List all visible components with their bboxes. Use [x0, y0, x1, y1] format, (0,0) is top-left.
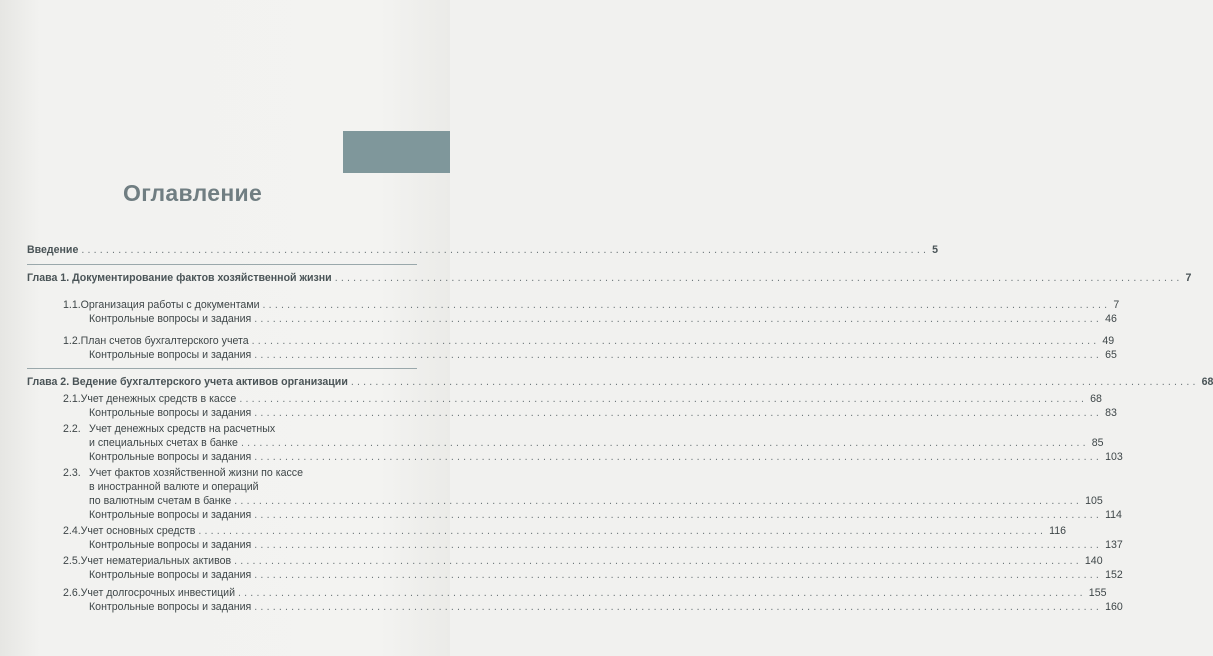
toc-entry-label: и специальных счетах в банке [89, 437, 238, 449]
toc-entry-label: Контрольные вопросы и задания [89, 539, 252, 551]
toc-entry-label: Организация работы с документами [80, 299, 260, 311]
divider [27, 368, 417, 369]
toc-entry-2-1[interactable] [63, 393, 1102, 406]
toc-dot-leader: .......................................................................................................................................... [350, 376, 1199, 388]
toc-page-number: 114 [1105, 509, 1122, 521]
toc-entry-label: Глава 1. Документирование фактов хозяйственной жизни [27, 272, 332, 284]
toc-entry-label: Учет нематериальных активов [80, 555, 232, 567]
toc-entry-label-line: Учет денежных средств на расчетных [89, 423, 276, 435]
toc-page-number: 160 [1105, 601, 1123, 613]
toc-page-number: 5 [932, 244, 939, 256]
toc-entry-2-5[interactable] [63, 555, 1103, 568]
toc-dot-leader: .......................................................................................................................................... [254, 349, 1103, 361]
toc-dot-leader: .......................................................................................................................................... [254, 313, 1103, 325]
toc-dot-leader: .......................................................................................................................................... [240, 437, 1089, 449]
toc-entry-2-3[interactable] [89, 495, 1103, 508]
toc-page-number: 49 [1102, 335, 1115, 347]
page-title: Оглавление [123, 180, 263, 206]
toc-section-number: 2.2. [63, 423, 81, 435]
toc-entry-label: Контрольные вопросы и задания [89, 407, 252, 419]
toc-entry-chapter-1[interactable] [27, 272, 1192, 285]
toc-page-number: 116 [1049, 525, 1066, 537]
toc-entry-1-1[interactable] [63, 299, 1120, 312]
toc-page-number: 85 [1091, 437, 1104, 449]
toc-page-number: 137 [1105, 539, 1123, 551]
toc-page-number: 105 [1085, 495, 1103, 507]
toc-dot-leader: .......................................................................................................................................... [234, 555, 1082, 567]
toc-page-number: 7 [1185, 272, 1192, 284]
toc-section-number: 2.3. [63, 467, 81, 479]
toc-page-number: 152 [1105, 569, 1123, 581]
toc-entry-label: Учет основных средств [80, 525, 196, 537]
toc-dot-leader: .......................................................................................................................................... [254, 569, 1103, 581]
toc-entry-label-line: Учет фактов хозяйственной жизни по кассе [89, 467, 303, 479]
toc-entry-1-2[interactable] [63, 335, 1115, 348]
toc-page-number: 83 [1105, 407, 1117, 419]
toc-section-number: 1.1. [63, 299, 81, 311]
toc-entry-2-6-questions[interactable] [89, 601, 1123, 614]
toc-entry-label: Учет долгосрочных инвестиций [80, 587, 236, 599]
toc-dot-leader: .......................................................................................................................................... [198, 525, 1047, 537]
toc-entry-2-2-questions[interactable] [89, 451, 1123, 464]
toc-entry-1-2-questions[interactable] [89, 349, 1117, 362]
toc-entry-2-3-questions[interactable] [89, 509, 1122, 522]
toc-page-number: 140 [1084, 555, 1103, 567]
toc-entry-2-6[interactable] [63, 587, 1107, 600]
toc-entry-label: План счетов бухгалтерского учета [80, 335, 249, 347]
toc-dot-leader: .......................................................................................................................................... [254, 601, 1103, 613]
toc-entry-1-1-questions[interactable] [89, 313, 1117, 326]
toc-entry-label: Контрольные вопросы и задания [89, 349, 252, 361]
toc-entry-chapter-2[interactable] [27, 376, 1213, 389]
divider [27, 264, 417, 265]
toc-entry-2-3-line-1 [63, 467, 303, 480]
toc-dot-leader: .......................................................................................................................................... [254, 509, 1103, 521]
toc-section-number: 2.6. [63, 587, 81, 599]
toc-section-number: 2.5. [63, 555, 81, 567]
toc-entry-2-5-questions[interactable] [89, 569, 1123, 582]
toc-page-number: 65 [1105, 349, 1117, 361]
toc-page-number: 103 [1105, 451, 1123, 463]
toc-dot-leader: .......................................................................................................................................... [239, 393, 1088, 405]
toc-dot-leader: .......................................................................................................................................... [238, 587, 1086, 599]
toc-entry-2-2-line-1 [63, 423, 275, 436]
toc-entry-label: Контрольные вопросы и задания [89, 313, 252, 325]
toc-section-number: 1.2. [63, 335, 81, 347]
toc-page-number: 68 [1201, 376, 1213, 388]
toc-entry-2-2[interactable] [89, 437, 1104, 450]
toc-entry-2-4-questions[interactable] [89, 539, 1123, 552]
toc-entry-label: Контрольные вопросы и задания [89, 451, 252, 463]
toc-page-number: 68 [1090, 393, 1102, 405]
toc-page-number: 155 [1088, 587, 1107, 599]
toc-entry-label: по валютным счетам в банке [89, 495, 232, 507]
toc-entry-2-1-questions[interactable] [89, 407, 1117, 420]
toc-entry-2-3-line-2: в иностранной валюте и операций [89, 481, 259, 493]
toc-page-number: 46 [1105, 313, 1117, 325]
toc-dot-leader: .......................................................................................................................................... [254, 451, 1103, 463]
toc-dot-leader: .......................................................................................................................................... [262, 299, 1111, 311]
toc-entry-2-4[interactable] [63, 525, 1066, 538]
toc-entry-label: Введение [27, 244, 79, 256]
toc-entry-label: Контрольные вопросы и задания [89, 601, 252, 613]
toc-page-number: 7 [1113, 299, 1120, 311]
toc-dot-leader: .......................................................................................................................................... [234, 495, 1083, 507]
toc-section-number: 2.4. [63, 525, 81, 537]
toc-dot-leader: .......................................................................................................................................... [334, 272, 1183, 284]
toc-dot-leader: .......................................................................................................................................... [81, 244, 930, 256]
toc-dot-leader: .......................................................................................................................................... [254, 407, 1103, 419]
toc-entry-label: Контрольные вопросы и задания [89, 509, 252, 521]
toc-entry-label: Глава 2. Ведение бухгалтерского учета активов организации [27, 376, 348, 388]
toc-dot-leader: .......................................................................................................................................... [254, 539, 1103, 551]
toc-entry-label: Учет денежных средств в кассе [80, 393, 237, 405]
toc-entry-intro[interactable] [27, 244, 939, 257]
toc-dot-leader: .......................................................................................................................................... [251, 335, 1100, 347]
toc-entry-label: Контрольные вопросы и задания [89, 569, 252, 581]
toc-section-number: 2.1. [63, 393, 81, 405]
